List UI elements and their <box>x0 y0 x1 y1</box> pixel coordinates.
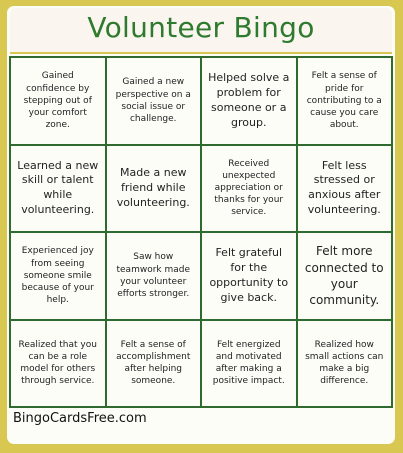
bingo-cell-text: Felt a sense of accomplishment after helping someone. <box>116 339 191 387</box>
bingo-cell[interactable] <box>10 320 106 408</box>
bingo-cell-text: Felt grateful for the opportunity to give back. <box>209 246 289 304</box>
bingo-cell[interactable] <box>297 232 393 320</box>
bingo-cell-text: Gained a new perspective on a social issue or challenge. <box>115 77 191 124</box>
bingo-cell-text: Made a new friend while volunteering. <box>116 165 190 209</box>
bingo-cell-text: Felt energized and motivated after making a positive impact. <box>212 339 285 387</box>
bingo-cell-text: Felt more connected to your community. <box>304 244 384 307</box>
bingo-cell[interactable] <box>297 57 393 145</box>
bingo-cell[interactable] <box>201 145 297 233</box>
bingo-cell-text: Realized how small actions can make a big difference. <box>305 339 384 387</box>
bingo-cell-text: Received unexpected appreciation or thanks for your service. <box>214 158 284 218</box>
bingo-cell-text: Realized that you can be a role model for others through service. <box>18 339 97 387</box>
bingo-cell-text: Experienced joy from seeing someone smile because of your help. <box>21 246 94 305</box>
bingo-cell[interactable] <box>106 320 202 408</box>
bingo-cell-text: Felt a sense of pride for contributing to a cause you care about. <box>306 71 382 130</box>
site-credit: BingoCardsFree.com <box>13 411 147 426</box>
bingo-card <box>7 6 395 444</box>
bingo-cell-text: Helped solve a problem for someone or a group. <box>208 71 290 129</box>
bingo-cell[interactable] <box>201 232 297 320</box>
bingo-cell[interactable] <box>297 320 393 408</box>
card-title: Volunteer Bingo <box>87 11 315 44</box>
title-band <box>10 8 392 54</box>
bingo-cell[interactable] <box>106 145 202 233</box>
bingo-cell[interactable] <box>106 57 202 145</box>
bingo-cell[interactable] <box>106 232 202 320</box>
bingo-cell[interactable] <box>10 145 106 233</box>
bingo-cell[interactable] <box>10 57 106 145</box>
bingo-cell[interactable] <box>201 320 297 408</box>
bingo-grid <box>9 56 393 408</box>
bingo-cell-text: Gained confidence by stepping out of your comfort zone. <box>23 71 92 130</box>
bingo-cell-text: Felt less stressed or anxious after volunteering. <box>307 158 381 217</box>
bingo-cell[interactable] <box>201 57 297 145</box>
bingo-cell[interactable] <box>297 145 393 233</box>
bingo-cell-text: Saw how teamwork made your volunteer efforts stronger. <box>116 252 191 299</box>
bingo-cell[interactable] <box>10 232 106 320</box>
bingo-cell-text: Learned a new skill or talent while volunteering. <box>17 158 99 217</box>
